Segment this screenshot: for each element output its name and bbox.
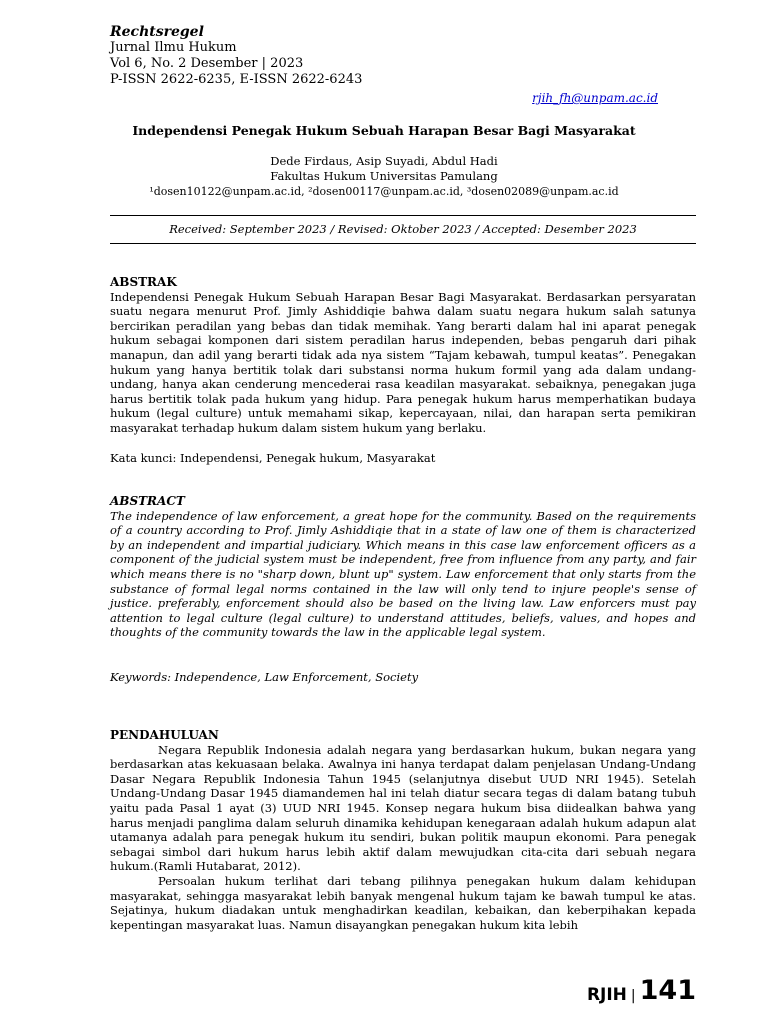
divider-bottom — [110, 243, 696, 244]
footer-journal-abbr: RJIH — [586, 985, 627, 1005]
footer-separator: | — [630, 988, 636, 1004]
pendahuluan-paragraph-1: Negara Republik Indonesia adalah negara yang berdasarkan hukum, bukan negara yang berdasarkan atas kekuasaan belaka. Awalnya ini hanya terdapat dalam penjelasan Undang-Undang Dasar Negara Republik Indonesia Tahun 1945 (selanjutnya disebut UUD NRI 1945). Setelah Undang-Undang Dasar 1945 diamandemen hal ini telah diatur secara tegas di dalam batang tubuh yaitu pada Pasal 1 ayat (3) UUD NRI 1945. Konsep negara hukum bisa diidealkan bahwa yang harus menjadi panglima dalam seluruh dinamika kehidupan kenegaraan adalah hukum adapun alat utamanya adalah para penegak hukum itu sendiri, bukan politik maupun ekonomi. Para penegak sebagai simbol dari hukum harus lebih aktif dalam mewujudkan cita-cita dari sebuah negara hukum.(Ramli Hutabarat, 2012). — [110, 742, 696, 874]
authors-block — [110, 154, 658, 199]
author-names: Dede Firdaus, Asip Suyadi, Abdul Hadi — [270, 154, 498, 168]
journal-name: Rechtsregel — [110, 24, 204, 40]
divider-top — [110, 215, 696, 216]
submission-dates: Received: September 2023 / Revised: Oktober 2023 / Accepted: Desember 2023 — [169, 222, 637, 236]
kata-kunci-line: Kata kunci: Independensi, Penegak hukum, Masyarakat — [110, 451, 436, 465]
abstract-heading: ABSTRACT — [110, 494, 185, 508]
pendahuluan-section — [110, 728, 696, 932]
author-emails: ¹dosen10122@unpam.ac.id, ²dosen00117@unpam.ac.id, ³dosen02089@unpam.ac.id — [149, 185, 619, 198]
journal-volume: Vol 6, No. 2 Desember | 2023 — [110, 56, 304, 71]
paper-title: Independensi Penegak Hukum Sebuah Harapan Besar Bagi Masyarakat — [132, 123, 636, 138]
pendahuluan-heading: PENDAHULUAN — [110, 728, 219, 742]
journal-email-link[interactable]: rjih_fh@unpam.ac.id — [532, 91, 658, 105]
abstract-section — [110, 494, 696, 640]
page-footer — [587, 976, 696, 1006]
keywords-line: Keywords: Independence, Law Enforcement, Society — [110, 670, 419, 684]
abstrak-section — [110, 275, 696, 436]
abstrak-heading: ABSTRAK — [110, 275, 177, 289]
journal-header — [110, 24, 362, 88]
abstrak-body: Independensi Penegak Hukum Sebuah Harapan Besar Bagi Masyarakat. Berdasarkan persyaratan suatu negara menurut Prof. Jimly Ashiddiqie bahwa dalam suatu negara hukum salah satunya bercirikan peradilan yang bebas dan tidak memihak. Yang berarti dalam hal ini aparat penegak hukum sebagai komponen dari sistem peradilan harus independen, bebas pengaruh dari pihak manapun, dan adil yang berarti tidak ada nya sistem “Tajam kebawah, tumpul keatas”. Penegakan hukum yang hanya bertitik tolak dari substansi norma hukum formil yang ada dalam undang-undang, hanya akan cenderung mencederai rasa keadilan masyarakat. sebaiknya, penegakan juga harus bertitik tolak pada hukum yang hidup. Para penegak hukum harus memperhatikan budaya hukum (legal culture) untuk memahami sikap, kepercayaan, nilai, dan harapan serta pemikiran masyarakat terhadap hukum dalam sistem hukum yang berlaku. — [110, 289, 696, 435]
pendahuluan-paragraph-2: Persoalan hukum terlihat dari tebang pilihnya penegakan hukum dalam kehidupan masyarakat, sehingga masyarakat lebih banyak mengenal hukum tajam ke bawah tumpul ke atas. Sejatinya, hukum diadakan untuk menghadirkan keadilan, kebaikan, dan keberpihakan kepada kepentingan masyarakat luas. Namun disayangkan penegakan hukum kita lebih — [110, 873, 696, 932]
journal-issn: P-ISSN 2622-6235, E-ISSN 2622-6243 — [110, 72, 363, 87]
abstract-body: The independence of law enforcement, a great hope for the community. Based on the requirements of a country according to Prof. Jimly Ashiddiqie that in a state of law one of them is characterized by an independent and impartial judiciary. Which means in this case law enforcement officers as a component of the judicial system must be independent, free from influence from any party, and fair which means there is no "sharp down, blunt up" system. Law enforcement that only starts from the substance of formal legal norms contained in the law will only tend to injure people's sense of justice. preferably, enforcement should also be based on the living law. Law enforcers must pay attention to legal culture (legal culture) to understand attitudes, beliefs, values, and hopes and thoughts of the community towards the law in the applicable legal system. — [110, 508, 696, 640]
page-number: 141 — [639, 975, 696, 1006]
author-affiliation: Fakultas Hukum Universitas Pamulang — [270, 169, 498, 183]
journal-subtitle: Jurnal Ilmu Hukum — [110, 40, 237, 55]
